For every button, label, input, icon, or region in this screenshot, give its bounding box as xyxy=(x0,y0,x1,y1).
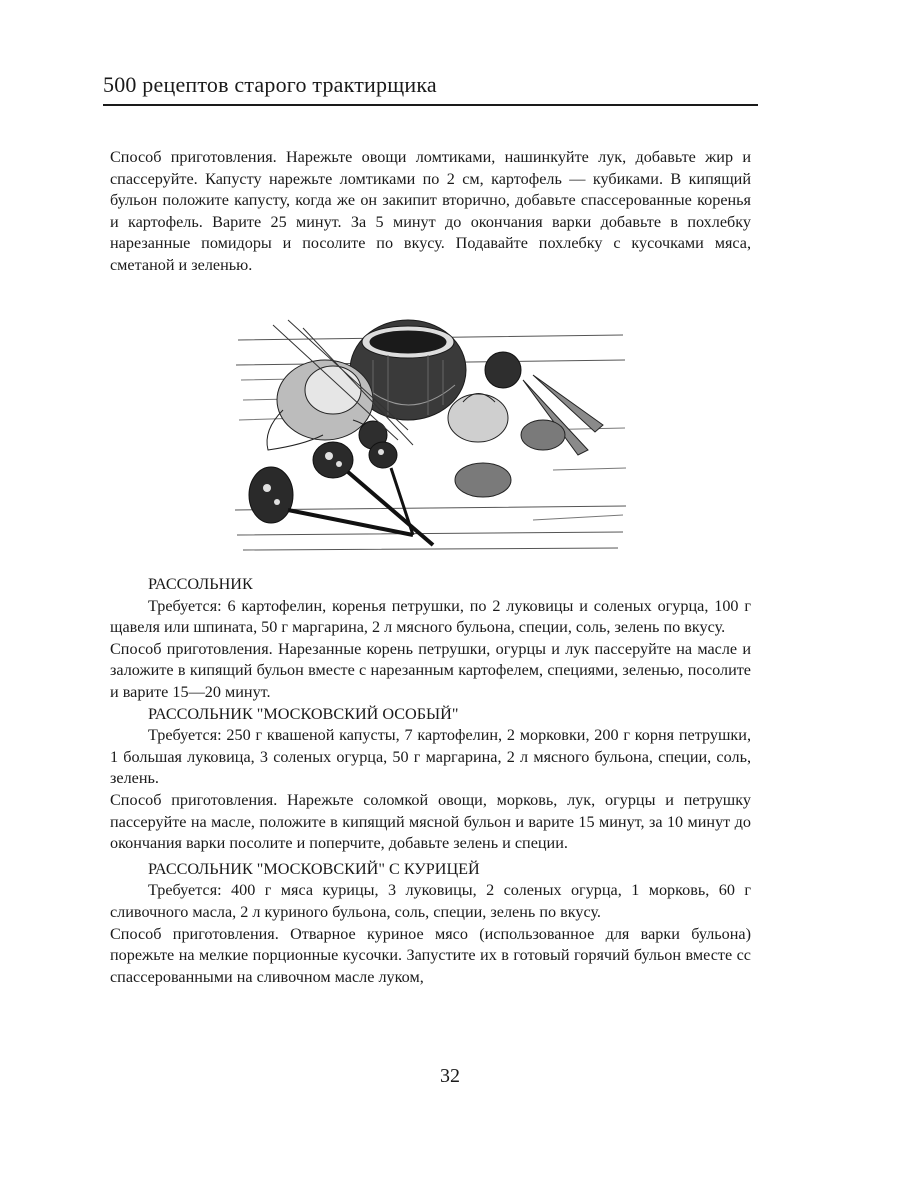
page-number: 32 xyxy=(440,1065,460,1087)
recipe-method: Способ приготовления. Отварное куриное мясо (использованное для варки бульона) порежьте на мелкие порционные кусочки. Запустите их в готовый горячий бульон вместе сс спассерованными на сливочном масле луком, xyxy=(110,924,751,986)
onion xyxy=(448,394,508,443)
recipe-ingredients: Требуется: 250 г квашеной капусты, 7 картофелин, 2 морковки, 200 г корня петрушки, 1 большая луковица, 3 соленых огурца, 50 г маргарина, 2 л мясного бульона, специи, соль, зелень. xyxy=(110,726,751,788)
vegetables-illustration xyxy=(233,310,628,555)
recipe-title: РАССОЛЬНИК "МОСКОВСКИЙ" С КУРИЦЕЙ xyxy=(148,859,480,878)
recipe-title: РАССОЛЬНИК xyxy=(148,575,253,593)
intro-section xyxy=(110,147,751,277)
recipe-method: Способ приготовления. Нарежьте соломкой овощи, морковь, лук, огурцы и петрушку пассеруйте на масле, положите в кипящий мясной бульон и варите 15 минут, за 10 минут до окончания варки посолите и поперчите, добавьте зелень и специи. xyxy=(110,790,751,853)
painted-spoons xyxy=(249,442,433,545)
intro-paragraph: Способ приготовления. Нарежьте овощи ломтиками, нашинкуйте лук, добавьте жир и спассеруйте. Капусту нарежьте ломтиками по 2 см, картофель — кубиками. В кипящий бульон положите капусту, когда же он закипит вторично, добавьте спассерованные коренья и картофель. Варите 25 минут. За 5 минут до окончания варки добавьте в похлебку нарезанные помидоры и посолите по вкусу. Подавайте похлебку с кусочками мяса, сметаной и зеленью. xyxy=(110,148,751,274)
recipe-ingredients: Требуется: 400 г мяса курицы, 3 луковицы, 2 соленых огурца, 1 морковь, 60 г сливочного масла, 2 л куриного бульона, соль, специи, зелень по вкусу. xyxy=(110,881,751,921)
book-title: 500 рецептов старого трактирщика xyxy=(103,72,437,97)
recipes-section xyxy=(110,574,751,988)
recipe-method: Способ приготовления. Нарезанные корень петрушки, огурцы и лук пассеруйте на масле и заложите в кипящий бульон вместе с нарезанным картофелем, специями, зеленью, посолите и варите 15—20 минут. xyxy=(110,639,751,701)
recipe-title: РАССОЛЬНИК "МОСКОВСКИЙ ОСОБЫЙ" xyxy=(148,704,459,723)
recipe-ingredients: Требуется: 6 картофелин, коренья петрушки, по 2 луковицы и соленых огурца, 100 г щавеля или шпината, 50 г маргарина, 2 л мясного бульона, специи, соль, зелень по вкусу. xyxy=(110,596,751,637)
header-rule xyxy=(103,104,758,106)
running-header xyxy=(103,72,758,106)
